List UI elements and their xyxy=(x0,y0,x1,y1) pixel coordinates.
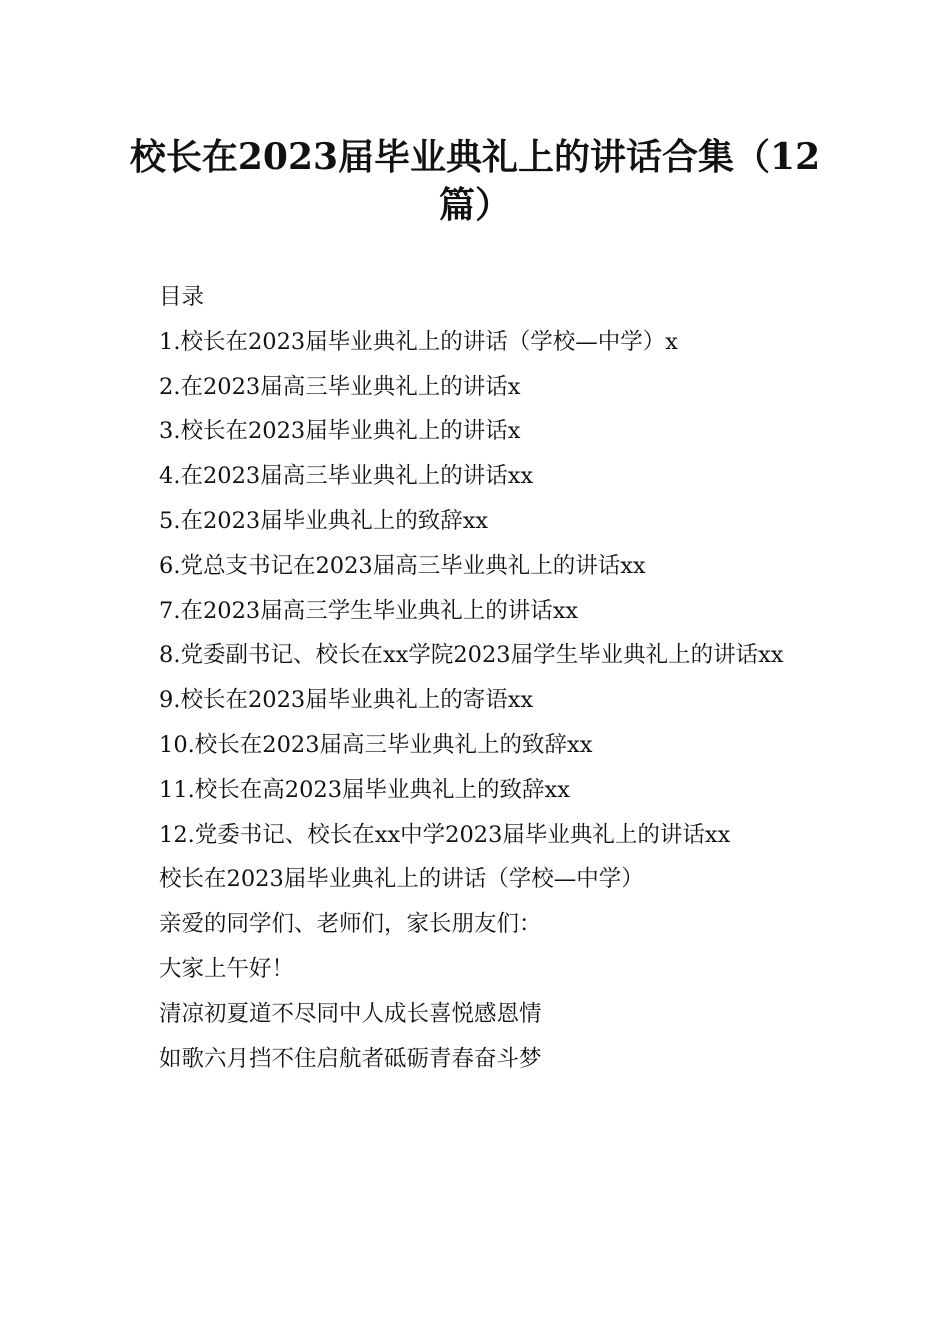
toc-item: 5.在2023届毕业典礼上的致辞xx xyxy=(159,507,489,534)
toc-item: 1.校长在2023届毕业典礼上的讲话（学校—中学）x xyxy=(159,328,678,355)
toc-item: 6.党总支书记在2023届高三毕业典礼上的讲话xx xyxy=(159,552,646,579)
toc-item: 11.校长在高2023届毕业典礼上的致辞xx xyxy=(159,776,570,803)
body-paragraph: 清凉初夏道不尽同中人成长喜悦感恩情 xyxy=(159,1000,542,1027)
body-paragraph: 如歌六月挡不住启航者砥砺青春奋斗梦 xyxy=(159,1045,542,1072)
toc-heading: 目录 xyxy=(159,284,205,310)
toc-item: 4.在2023届高三毕业典礼上的讲话xx xyxy=(159,463,534,490)
toc-item: 8.党委副书记、校长在xx学院2023届学生毕业典礼上的讲话xx xyxy=(159,642,784,669)
toc-item: 7.在2023届高三学生毕业典礼上的讲话xx xyxy=(159,597,579,624)
toc-item: 10.校长在2023届高三毕业典礼上的致辞xx xyxy=(159,731,593,758)
document-title xyxy=(120,133,830,229)
section-heading: 校长在2023届毕业典礼上的讲话（学校—中学） xyxy=(159,866,644,893)
toc-item: 12.党委书记、校长在xx中学2023届毕业典礼上的讲话xx xyxy=(159,821,731,848)
title-line-2: 篇） xyxy=(438,184,511,226)
toc-item: 9.校长在2023届毕业典礼上的寄语xx xyxy=(159,687,534,714)
title-line-1: 校长在2023届毕业典礼上的讲话合集（12 xyxy=(129,136,821,178)
salutation: 亲爱的同学们、老师们，家长朋友们： xyxy=(159,911,542,938)
toc-item: 3.校长在2023届毕业典礼上的讲话x xyxy=(159,418,521,445)
greeting: 大家上午好！ xyxy=(159,955,295,982)
document-body xyxy=(118,275,832,1081)
toc-item: 2.在2023届高三毕业典礼上的讲话x xyxy=(159,373,521,400)
